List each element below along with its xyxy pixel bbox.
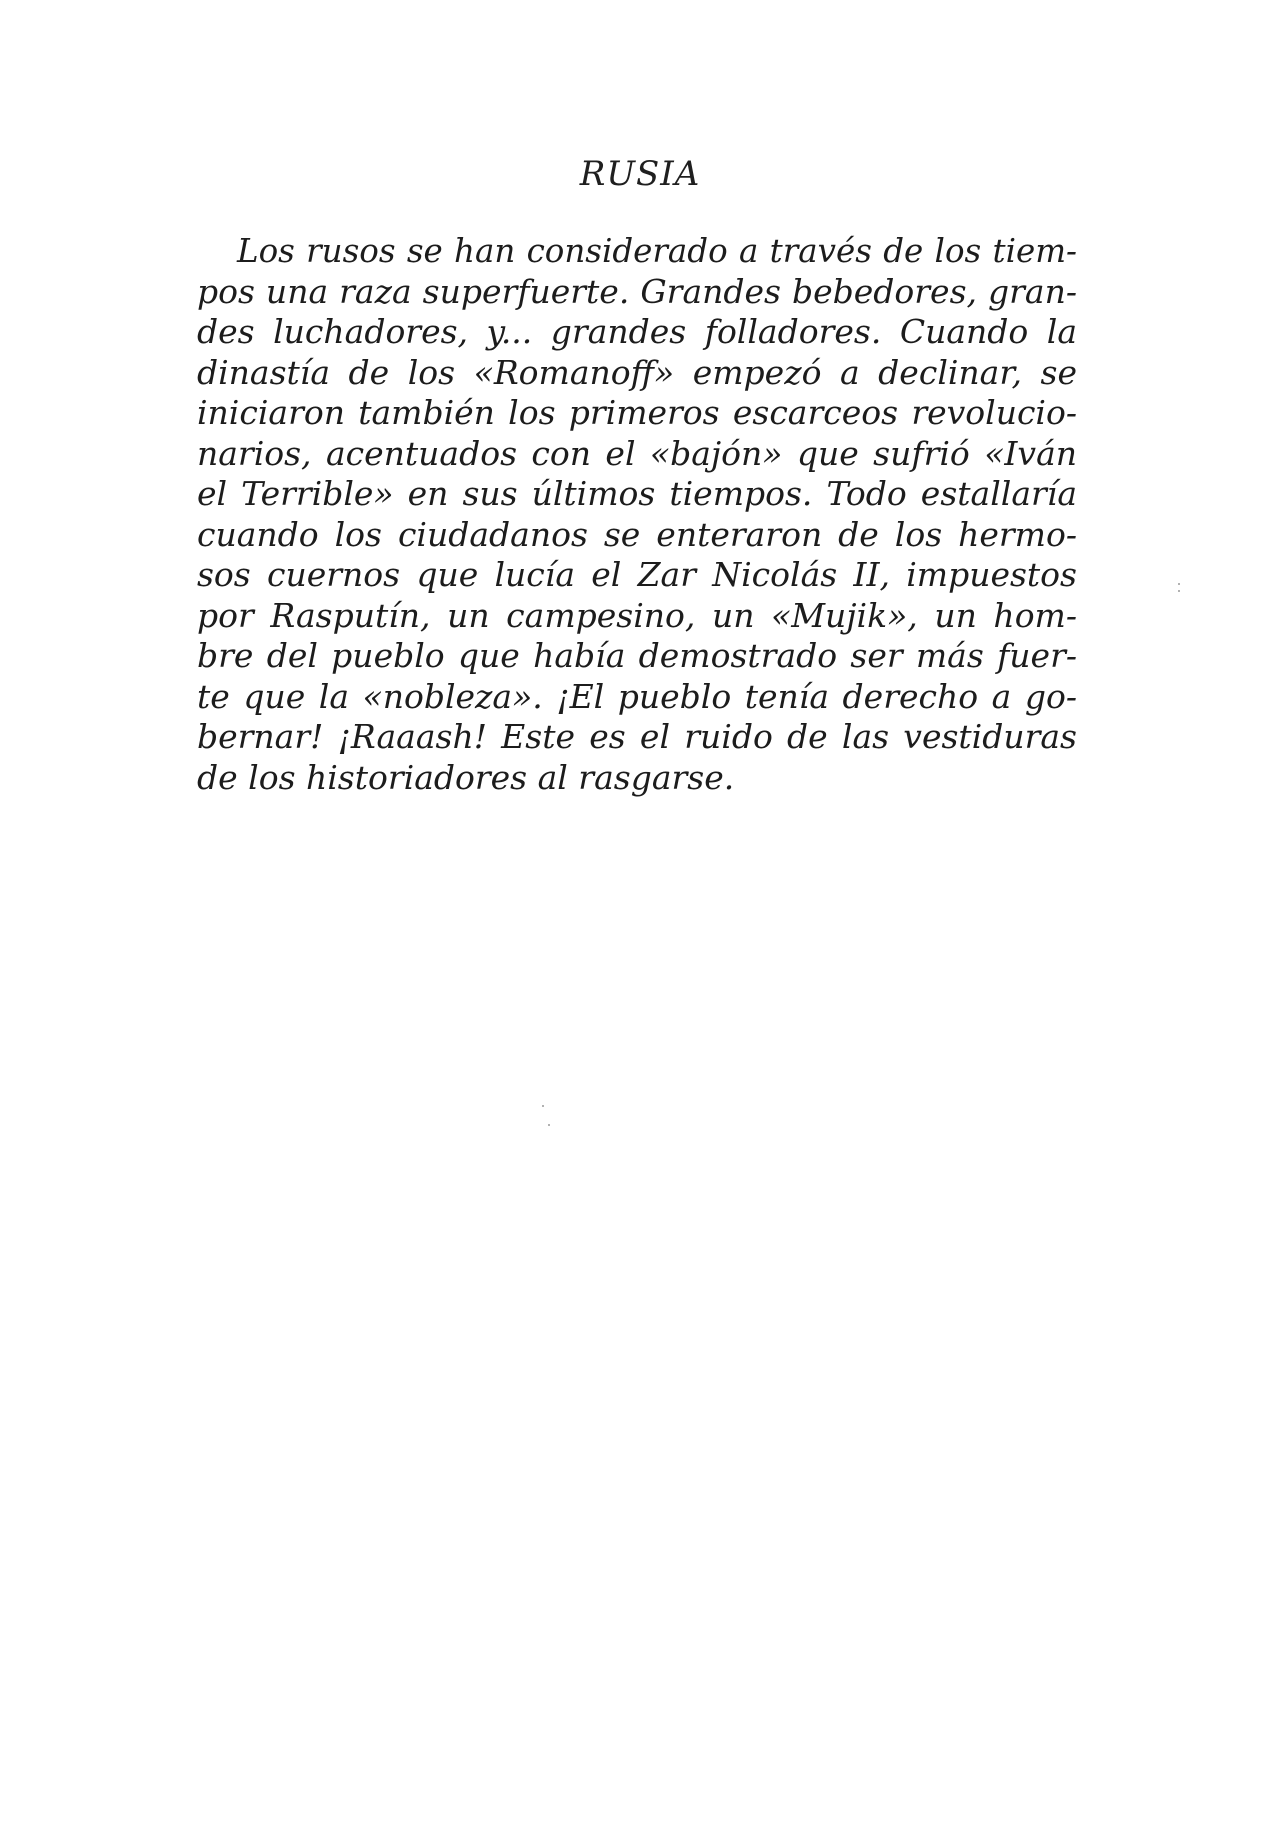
scan-speck bbox=[548, 1124, 550, 1126]
paragraph-line: iniciaron también los primeros escarceos revolucio- bbox=[197, 393, 1077, 432]
paragraph-line: Los rusos se han considerado a través de los tiem- bbox=[237, 232, 1077, 270]
body-paragraph bbox=[197, 231, 1077, 798]
paragraph-line: el Terrible» en sus últimos tiempos. Todo estallaría bbox=[197, 474, 1077, 513]
scan-speck bbox=[1178, 583, 1180, 585]
paragraph-line: sos cuernos que lucía el Zar Nicolás II, impuestos bbox=[197, 555, 1077, 594]
scan-speck bbox=[1178, 590, 1180, 592]
paragraph-line: dinastía de los «Romanoff» empezó a declinar, se bbox=[197, 352, 1077, 392]
page-title: RUSIA bbox=[579, 154, 701, 194]
paragraph-line: de los historiadores al rasgarse. bbox=[197, 757, 735, 797]
paragraph-line: por Rasputín, un campesino, un «Mujik», un hom- bbox=[197, 595, 1077, 635]
paragraph-line: des luchadores, y... grandes folladores. Cuando la bbox=[197, 312, 1077, 351]
scan-speck bbox=[542, 1105, 544, 1107]
paragraph-line: bernar! ¡Raaash! Este es el ruido de las vestiduras bbox=[197, 717, 1077, 756]
paragraph-line: cuando los ciudadanos se enteraron de los hermo- bbox=[197, 514, 1077, 554]
paragraph-line: bre del pueblo que había demostrado ser más fuer- bbox=[197, 636, 1077, 675]
paragraph-line: pos una raza superfuerte. Grandes bebedores, gran- bbox=[197, 271, 1077, 311]
paragraph-line: te que la «nobleza». ¡El pueblo tenía derecho a go- bbox=[197, 676, 1077, 716]
paragraph-line: narios, acentuados con el «bajón» que sufrió «Iván bbox=[197, 433, 1077, 473]
